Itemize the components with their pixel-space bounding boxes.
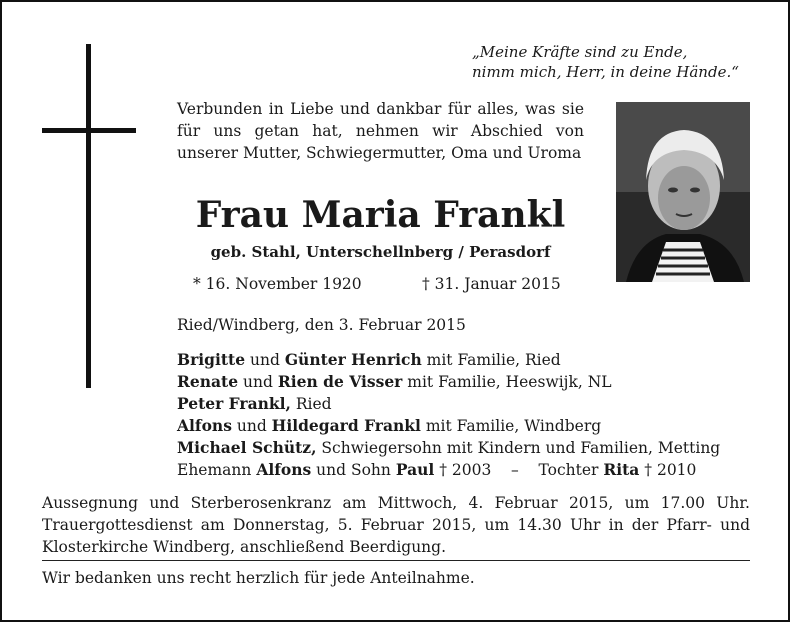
thanks-text: Wir bedanken uns recht herzlich für jede Anteilnahme. bbox=[42, 569, 475, 587]
mourner-detail: mit Familie, Heeswijk, NL bbox=[402, 373, 612, 391]
mourner-row bbox=[177, 459, 777, 481]
deceased-name: Frau Maria Frankl bbox=[195, 194, 566, 236]
mourner-name: Rien de Visser bbox=[277, 372, 403, 391]
mourner-detail: mit Familie, Windberg bbox=[420, 417, 602, 435]
cross-icon bbox=[86, 44, 91, 388]
quote-line-2: nimm mich, Herr, in deine Hände.“ bbox=[472, 63, 739, 81]
mourner-row bbox=[177, 393, 777, 415]
mourner-detail: Schwiegersohn mit Kindern und Familien, Metting bbox=[316, 439, 721, 457]
quote bbox=[472, 42, 772, 82]
place-date: Ried/Windberg, den 3. Februar 2015 bbox=[177, 316, 466, 334]
mourner-name: Rita bbox=[603, 460, 640, 479]
mourner-detail: mit Familie, Ried bbox=[421, 351, 561, 369]
mourner-name: Günter Henrich bbox=[284, 350, 422, 369]
death-date: † 31. Januar 2015 bbox=[422, 275, 561, 293]
connector: und bbox=[238, 373, 278, 391]
birth-date: * 16. November 1920 bbox=[193, 275, 362, 293]
mourner-row bbox=[177, 349, 777, 371]
mourner-text: † 2003 – Tochter bbox=[434, 461, 604, 479]
mourner-detail: Ried bbox=[290, 395, 332, 413]
mourner-name: Peter Frankl, bbox=[177, 394, 291, 413]
intro-text: Verbunden in Liebe und dankbar für alles, was sie für uns getan hat, nehmen wir Abschied von unserer Mutter, Schwiegermutter, Oma und Uroma bbox=[177, 100, 584, 162]
mourner-name: Alfons bbox=[256, 460, 312, 479]
service-info: Aussegnung und Sterberosenkranz am Mittwoch, 4. Februar 2015, um 17.00 Uhr. Trauergottesdienst am Donnerstag, 5. Februar 2015, um 14.30 Uhr in der Pfarr- und Klosterkirche Windberg, anschließend Beerdigung. bbox=[42, 494, 750, 556]
connector: und bbox=[245, 351, 285, 369]
mourner-text: † 2010 bbox=[639, 461, 697, 479]
mourner-text: und Sohn bbox=[311, 461, 396, 479]
portrait-photo bbox=[616, 102, 750, 282]
mourner-name: Michael Schütz, bbox=[177, 438, 317, 457]
connector: und bbox=[231, 417, 272, 435]
mourner-name: Renate bbox=[177, 372, 239, 391]
mourner-row bbox=[177, 415, 777, 437]
mourner-name: Alfons bbox=[177, 416, 232, 435]
mourner-name: Paul bbox=[395, 460, 435, 479]
mourner-name: Brigitte bbox=[177, 350, 246, 369]
cross-icon-bar bbox=[42, 128, 136, 133]
mourner-text: Ehemann bbox=[177, 461, 257, 479]
maiden-name: geb. Stahl, Unterschellnberg / Perasdorf bbox=[210, 243, 551, 261]
mourner-name: Hildegard Frankl bbox=[271, 416, 421, 435]
mourners-list bbox=[177, 349, 777, 481]
quote-line-1: „Meine Kräfte sind zu Ende, bbox=[472, 43, 688, 61]
mourner-row bbox=[177, 371, 777, 393]
portrait-image bbox=[616, 102, 750, 282]
mourner-row bbox=[177, 437, 777, 459]
divider bbox=[42, 560, 750, 561]
